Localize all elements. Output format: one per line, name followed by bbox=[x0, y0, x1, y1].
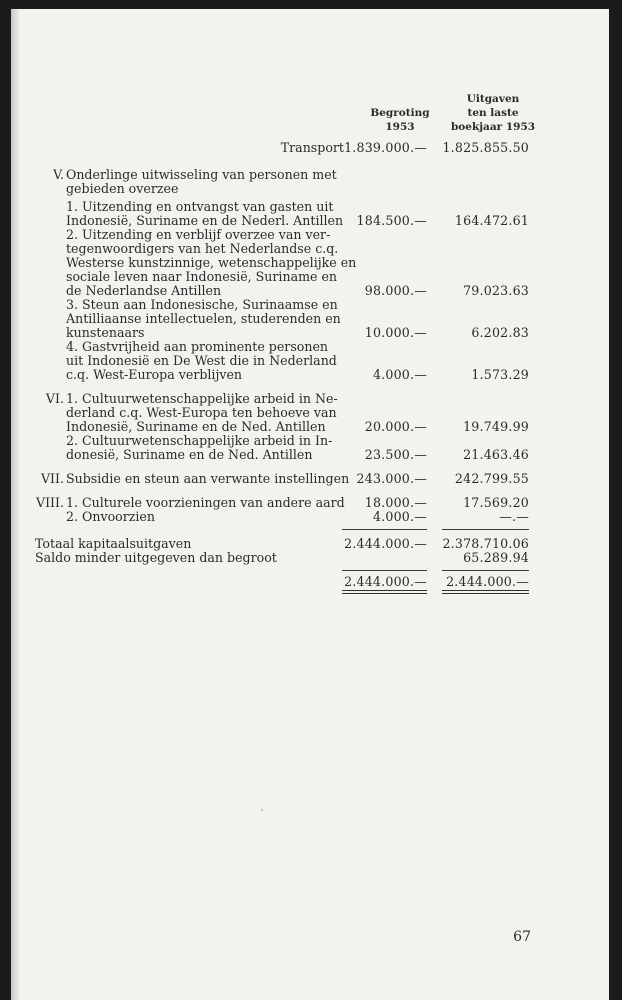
item-line: 2. Onvoorzien bbox=[66, 509, 155, 524]
item-line: 3. Steun aan Indonesische, Surinaamse en bbox=[66, 297, 338, 312]
section-v-title: gebieden overzee bbox=[66, 181, 179, 196]
totaal-uitgaven: 2.378.710.06 bbox=[442, 536, 529, 551]
item-begroting: 4.000.— bbox=[372, 367, 427, 382]
section-vi-numeral: VI. bbox=[45, 391, 64, 406]
item-uitgaven: 17.569.20 bbox=[463, 495, 529, 510]
section-vii-numeral: VII. bbox=[40, 471, 64, 486]
header-begroting-line: 1953 bbox=[385, 121, 415, 133]
totaal-label: Totaal kapitaalsuitgaven bbox=[35, 536, 192, 551]
item-line: Indonesië, Suriname en de Ned. Antillen bbox=[66, 419, 326, 434]
item-begroting: 23.500.— bbox=[364, 447, 427, 462]
transport-begroting: 1.839.000.— bbox=[344, 140, 427, 155]
item-begroting: 98.000.— bbox=[364, 283, 427, 298]
totaal-begroting: 2.444.000.— bbox=[344, 536, 427, 551]
header-uitgaven-line: Uitgaven bbox=[466, 93, 520, 105]
header-uitgaven bbox=[443, 92, 543, 134]
item-begroting: 184.500.— bbox=[356, 213, 427, 228]
item-line: uit Indonesië en De West die in Nederland bbox=[66, 353, 337, 368]
item-line: sociale leven naar Indonesië, Suriname en bbox=[66, 269, 338, 284]
sum-rule-uitgaven bbox=[442, 529, 529, 530]
document-page bbox=[11, 9, 609, 1000]
item-uitgaven: 6.202.83 bbox=[471, 325, 529, 340]
page-spine-shadow bbox=[11, 9, 19, 1000]
item-begroting: 10.000.— bbox=[364, 325, 427, 340]
sum-rule-begroting bbox=[342, 570, 427, 571]
header-begroting bbox=[355, 106, 445, 134]
sum-rule-uitgaven bbox=[442, 570, 529, 571]
saldo-uitgaven: 65.289.94 bbox=[463, 550, 529, 565]
section-vii-begroting: 243.000.— bbox=[356, 471, 427, 486]
header-begroting-line: Begroting bbox=[370, 107, 430, 119]
item-uitgaven: 79.023.63 bbox=[463, 283, 529, 298]
item-line: 1. Culturele voorzieningen van andere aard bbox=[66, 495, 345, 510]
item-begroting: 4.000.— bbox=[372, 509, 427, 524]
page-number: 67 bbox=[513, 929, 531, 945]
section-vii-uitgaven: 242.799.55 bbox=[454, 471, 529, 486]
section-vii-label: Subsidie en steun aan verwante instellingen bbox=[66, 471, 350, 486]
item-line: 1. Cultuurwetenschappelijke arbeid in Ne- bbox=[66, 391, 338, 406]
item-uitgaven: 164.472.61 bbox=[454, 213, 529, 228]
double-rule-uitgaven bbox=[442, 590, 529, 594]
item-line: Indonesië, Suriname en de Nederl. Antillen bbox=[66, 213, 344, 228]
paper-speck bbox=[261, 809, 263, 811]
item-line: donesië, Suriname en de Ned. Antillen bbox=[66, 447, 313, 462]
item-line: derland c.q. West-Europa ten behoeve van bbox=[66, 405, 337, 420]
item-line: c.q. West-Europa verblijven bbox=[66, 367, 243, 382]
grand-total-uitgaven: 2.444.000.— bbox=[446, 574, 529, 589]
sum-rule-begroting bbox=[342, 529, 427, 530]
item-line: tegenwoordigers van het Nederlandse c.q. bbox=[66, 241, 339, 256]
header-uitgaven-line: ten laste bbox=[467, 107, 519, 119]
item-line: 1. Uitzending en ontvangst van gasten uit bbox=[66, 199, 334, 214]
item-uitgaven: 21.463.46 bbox=[463, 447, 529, 462]
header-uitgaven-line: boekjaar 1953 bbox=[450, 121, 536, 133]
item-begroting: 18.000.— bbox=[364, 495, 427, 510]
transport-label: Transport bbox=[280, 140, 344, 155]
transport-uitgaven: 1.825.855.50 bbox=[442, 140, 529, 155]
item-begroting: 20.000.— bbox=[364, 419, 427, 434]
saldo-label: Saldo minder uitgegeven dan begroot bbox=[35, 550, 277, 565]
section-v-title: Onderlinge uitwisseling van personen met bbox=[66, 167, 337, 182]
section-v-numeral: V. bbox=[53, 167, 64, 182]
item-uitgaven: 1.573.29 bbox=[471, 367, 529, 382]
item-line: 2. Uitzending en verblijf overzee van ver- bbox=[66, 227, 331, 242]
item-line: Westerse kunstzinnige, wetenschappelijke en bbox=[66, 255, 357, 270]
section-viii-numeral: VIII. bbox=[35, 495, 64, 510]
double-rule-begroting bbox=[342, 590, 427, 594]
item-line: 4. Gastvrijheid aan prominente personen bbox=[66, 339, 329, 354]
item-line: 2. Cultuurwetenschappelijke arbeid in In- bbox=[66, 433, 333, 448]
item-line: Antilliaanse intellectuelen, studerenden en bbox=[66, 311, 341, 326]
item-line: de Nederlandse Antillen bbox=[66, 283, 222, 298]
item-uitgaven: 19.749.99 bbox=[463, 419, 529, 434]
item-uitgaven: —.— bbox=[499, 509, 529, 524]
item-line: kunstenaars bbox=[66, 325, 145, 340]
grand-total-begroting: 2.444.000.— bbox=[344, 574, 427, 589]
